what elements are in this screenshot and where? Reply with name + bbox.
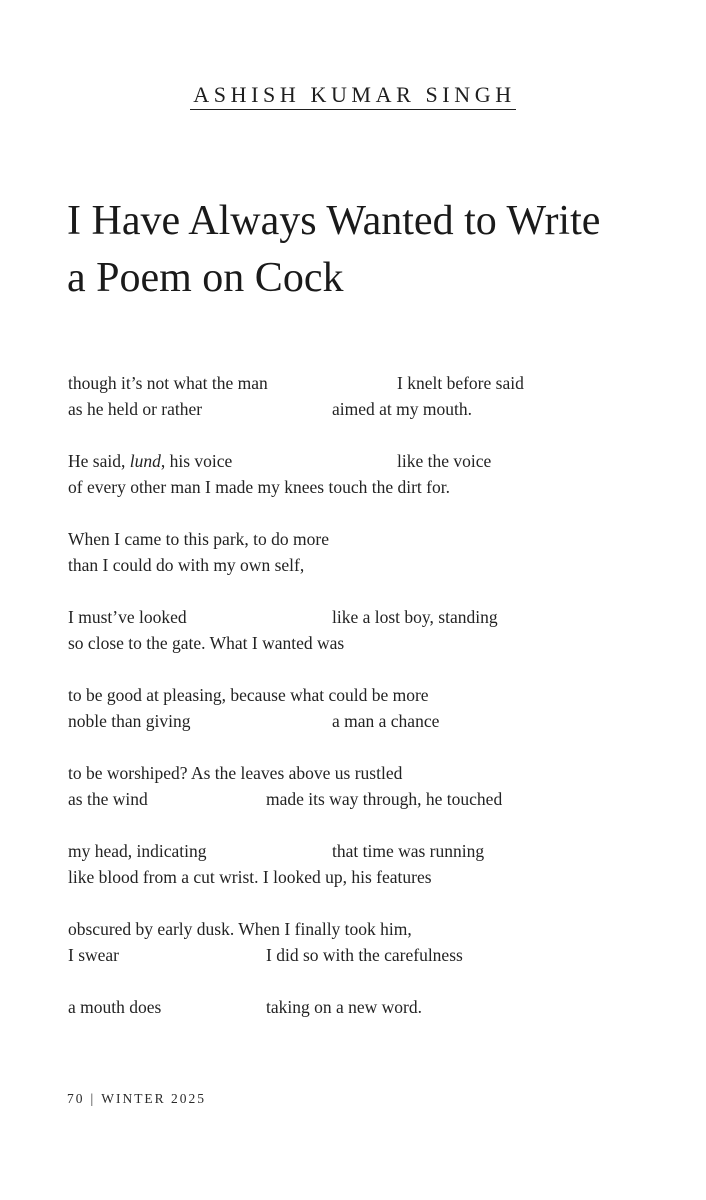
line-segment: though it’s not what the man <box>68 373 268 393</box>
line-segment: to be worshiped? As the leaves above us rustled <box>68 763 403 783</box>
poem-title-line-1: I Have Always Wanted to Write <box>67 198 601 244</box>
poem-line <box>68 786 668 812</box>
poem-line <box>68 448 668 474</box>
author-header <box>0 82 706 110</box>
line-segment: of every other man I made my knees touch the dirt for. <box>68 477 450 497</box>
line-segment: I did so with the carefulness <box>266 945 463 965</box>
stanza-3 <box>68 526 668 578</box>
italic-word: lund <box>129 451 161 471</box>
poem-line <box>68 760 668 786</box>
page-number: 70 <box>67 1091 85 1106</box>
stanza-2 <box>68 448 668 500</box>
poem-line <box>68 396 668 422</box>
line-segment: as the wind <box>68 789 148 809</box>
author-name: ASHISH KUMAR SINGH <box>190 82 515 110</box>
line-segment: a man a chance <box>332 711 440 731</box>
poem-title <box>67 193 687 307</box>
stanza-9 <box>68 994 668 1020</box>
poem-line <box>68 370 668 396</box>
footer-separator: | <box>90 1091 96 1106</box>
stanza-6 <box>68 760 668 812</box>
issue-label: WINTER 2025 <box>101 1091 207 1106</box>
line-segment: I must’ve looked <box>68 607 187 627</box>
poem-line <box>68 526 668 552</box>
line-segment: a mouth does <box>68 997 162 1017</box>
line-segment: like the voice <box>397 451 492 471</box>
page-footer <box>67 1091 206 1107</box>
line-segment: When I came to this park, to do more <box>68 529 329 549</box>
stanza-7 <box>68 838 668 890</box>
line-text: , his voice <box>160 451 233 471</box>
poem-line <box>68 942 668 968</box>
line-text: He said, <box>68 451 130 471</box>
line-segment: to be good at pleasing, because what could be more <box>68 685 429 705</box>
line-segment: as he held or rather <box>68 399 203 419</box>
line-segment: made its way through, he touched <box>266 789 503 809</box>
stanza-8 <box>68 916 668 968</box>
poem-title-line-2: a Poem on Cock <box>67 255 344 301</box>
poem-line <box>68 682 668 708</box>
line-segment: than I could do with my own self, <box>68 555 305 575</box>
poem-line <box>68 864 668 890</box>
line-segment: I knelt before said <box>397 373 524 393</box>
stanza-4 <box>68 604 668 656</box>
poem-line <box>68 916 668 942</box>
poem-line <box>68 552 668 578</box>
line-segment: so close to the gate. What I wanted was <box>68 633 345 653</box>
poem-line <box>68 708 668 734</box>
line-segment: my head, indicating <box>68 841 207 861</box>
line-segment: I swear <box>68 945 120 965</box>
line-segment: like a lost boy, standing <box>332 607 498 627</box>
poem-line <box>68 474 668 500</box>
line-segment: noble than giving <box>68 711 191 731</box>
line-segment <box>68 448 232 474</box>
line-segment: like blood from a cut wrist. I looked up, his features <box>68 867 432 887</box>
stanza-1 <box>68 370 668 422</box>
line-segment: taking on a new word. <box>266 997 423 1017</box>
stanza-5 <box>68 682 668 734</box>
poem-body <box>68 370 668 1046</box>
line-segment: aimed at my mouth. <box>332 399 472 419</box>
poem-line <box>68 994 668 1020</box>
poem-line <box>68 630 668 656</box>
line-segment: obscured by early dusk. When I finally took him, <box>68 919 412 939</box>
line-segment: that time was running <box>332 841 485 861</box>
poem-line <box>68 838 668 864</box>
poem-line <box>68 604 668 630</box>
